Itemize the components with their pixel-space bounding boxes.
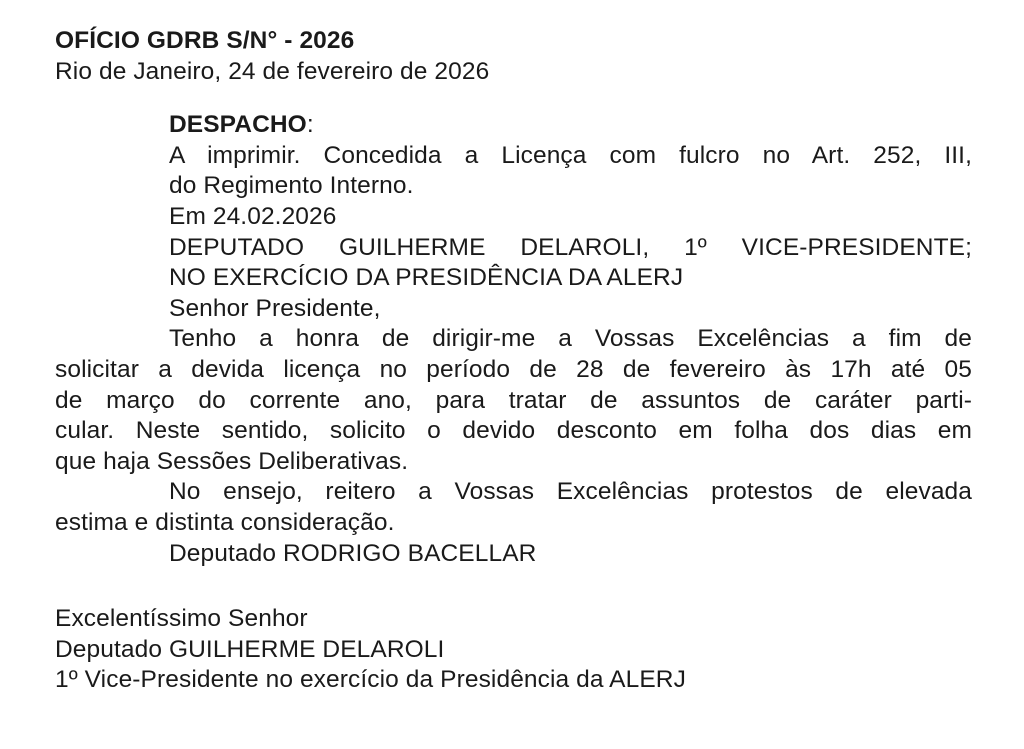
letter-signature: Deputado RODRIGO BACELLAR [169,539,537,567]
letter-p1-line4: cular. Neste sentido, solicito o devido desconto em folha dos dias em [55,417,972,445]
place-date: Rio de Janeiro, 24 de fevereiro de 2026 [55,57,490,85]
despacho-signer-line2: NO EXERCÍCIO DA PRESIDÊNCIA DA ALERJ [169,264,684,292]
despacho-date: Em 24.02.2026 [169,202,337,230]
spacer [55,87,972,110]
addressee-line2: Deputado GUILHERME DELAROLI [55,635,445,663]
addressee-line1: Excelentíssimo Senhor [55,605,308,633]
spacer [55,569,972,604]
addressee-block [55,604,972,696]
despacho-signer-line1: DEPUTADO GUILHERME DELAROLI, 1º VICE-PRESIDENTE; [169,233,972,261]
document-page [55,26,972,696]
letter-p1-line2: solicitar a devida licença no período de 28 de fevereiro às 17h até 05 [55,355,972,383]
letter-p1-line1: Tenho a honra de dirigir-me a Vossas Excelências a fim de [169,325,972,353]
despacho-heading [169,110,972,141]
despacho-label: DESPACHO [169,111,307,139]
letter-p2-line1: No ensejo, reitero a Vossas Excelências protestos de elevada [169,478,972,506]
letter-p2-line2: estima e distinta consideração. [55,508,395,536]
letter-salutation: Senhor Presidente, [169,294,381,322]
letter-p1-line5: que haja Sessões Deliberativas. [55,447,409,475]
letter-body [55,324,972,569]
document-title: OFÍCIO GDRB S/N° - 2026 [55,27,355,54]
despacho-block [55,110,972,324]
addressee-line3: 1º Vice-Presidente no exercício da Presidência da ALERJ [55,666,686,694]
letter-p1-line3: de março do corrente ano, para tratar de assuntos de caráter parti- [55,386,972,414]
despacho-text-line1: A imprimir. Concedida a Licença com fulcro no Art. 252, III, [169,141,972,169]
despacho-text-line2: do Regimento Interno. [169,172,414,200]
despacho-label-suffix: : [306,111,314,139]
